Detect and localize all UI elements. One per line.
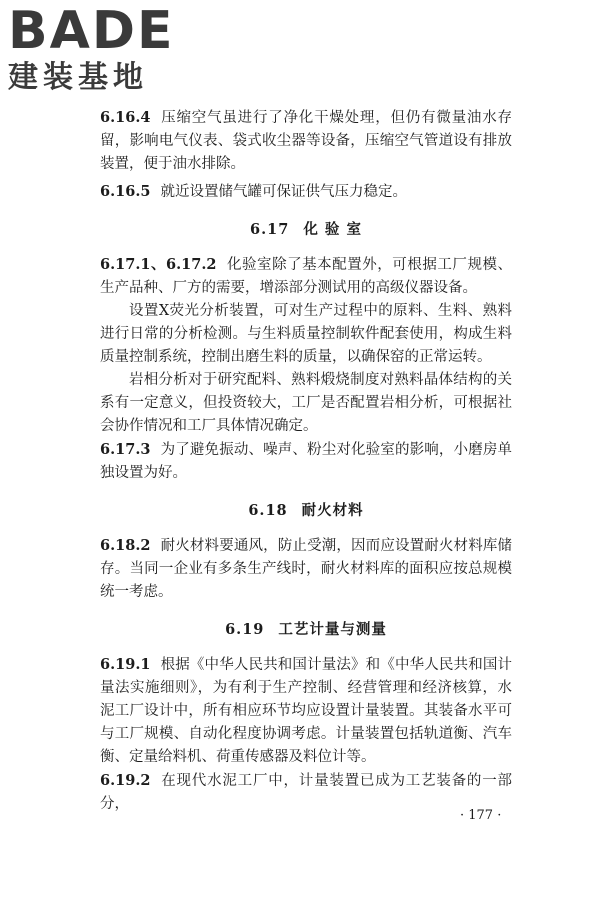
heading-number: 6.19	[225, 621, 265, 638]
logo-wordmark: BADE	[8, 1, 175, 61]
clause-6-16-5	[100, 180, 512, 204]
clause-6-19-1	[100, 653, 512, 769]
document-body	[100, 106, 512, 816]
clause-text: 耐火材料要通风，防止受潮，因而应设置耐火材料库储存。当同一企业有多条生产线时，耐火材料库的面积应按总规模统一考虑。	[100, 538, 512, 600]
section-heading-6-18	[100, 499, 512, 522]
heading-title: 化 验 室	[303, 221, 362, 238]
clause-number: 6.17.3	[100, 441, 151, 458]
clause-6-16-4	[100, 106, 512, 176]
paragraph-petrography: 岩相分析对于研究配料、熟料煅烧制度对熟料晶体结构的关系有一定意义，但投资较大，工厂是否配置岩相分析，可根据社会协作情况和工厂具体情况确定。	[100, 372, 512, 434]
heading-number: 6.17	[250, 221, 290, 238]
heading-title: 耐火材料	[301, 502, 364, 519]
clause-text: 根据《中华人民共和国计量法》和《中华人民共和国计量法实施细则》，为有利于生产控制、经营管理和经济核算，水泥工厂设计中，所有相应环节均应设置计量装置。其装备水平可与工厂规模、自动化程度协调考虑。计量装置包括轨道衡、汽车衡、定量给料机、荷重传感器及料位计等。	[100, 657, 512, 765]
clause-text: 在现代水泥工厂中，计量装置已成为工艺装备的一部分，	[100, 773, 512, 812]
clause-text: 就近设置储气罐可保证供气压力稳定。	[160, 184, 407, 200]
clause-number: 6.16.4	[100, 109, 151, 126]
clause-text: 化验室除了基本配置外，可根据工厂规模、生产品种、厂方的需要，增添部分测试用的高级仪器设备。	[100, 257, 513, 296]
clause-number: 6.19.1	[100, 656, 151, 673]
clause-6-17-1	[100, 253, 512, 300]
section-heading-6-17	[100, 218, 512, 241]
clause-6-18-2	[100, 534, 512, 604]
clause-number: 6.18.2	[100, 537, 151, 554]
section-heading-6-19	[100, 618, 512, 641]
clause-text: 压缩空气虽进行了净化干燥处理，但仍有微量油水存留，影响电气仪表、袋式收尘器等设备，压缩空气管道设有排放装置，便于油水排除。	[100, 110, 512, 172]
logo-tagline: 建装基地	[8, 60, 148, 95]
clause-number: 6.17.1、6.17.2	[100, 256, 217, 273]
brand-logo	[8, 1, 178, 100]
heading-title: 工艺计量与测量	[278, 621, 387, 638]
paragraph-xrf: 设置X荧光分析装置，可对生产过程中的原料、生料、熟料进行日常的分析检测。与生料质量控制软件配套使用，构成生料质量控制系统，控制出磨生料的质量，以确保窑的正常运转。	[100, 303, 512, 365]
clause-number: 6.16.5	[100, 183, 151, 200]
clause-6-17-3	[100, 438, 512, 485]
clause-6-19-2	[100, 769, 512, 816]
clause-text: 为了避免振动、噪声、粉尘对化验室的影响，小磨房单独设置为好。	[100, 442, 512, 481]
clause-number: 6.19.2	[100, 772, 151, 789]
heading-number: 6.18	[248, 502, 288, 519]
page-number: · 177 ·	[460, 808, 502, 823]
